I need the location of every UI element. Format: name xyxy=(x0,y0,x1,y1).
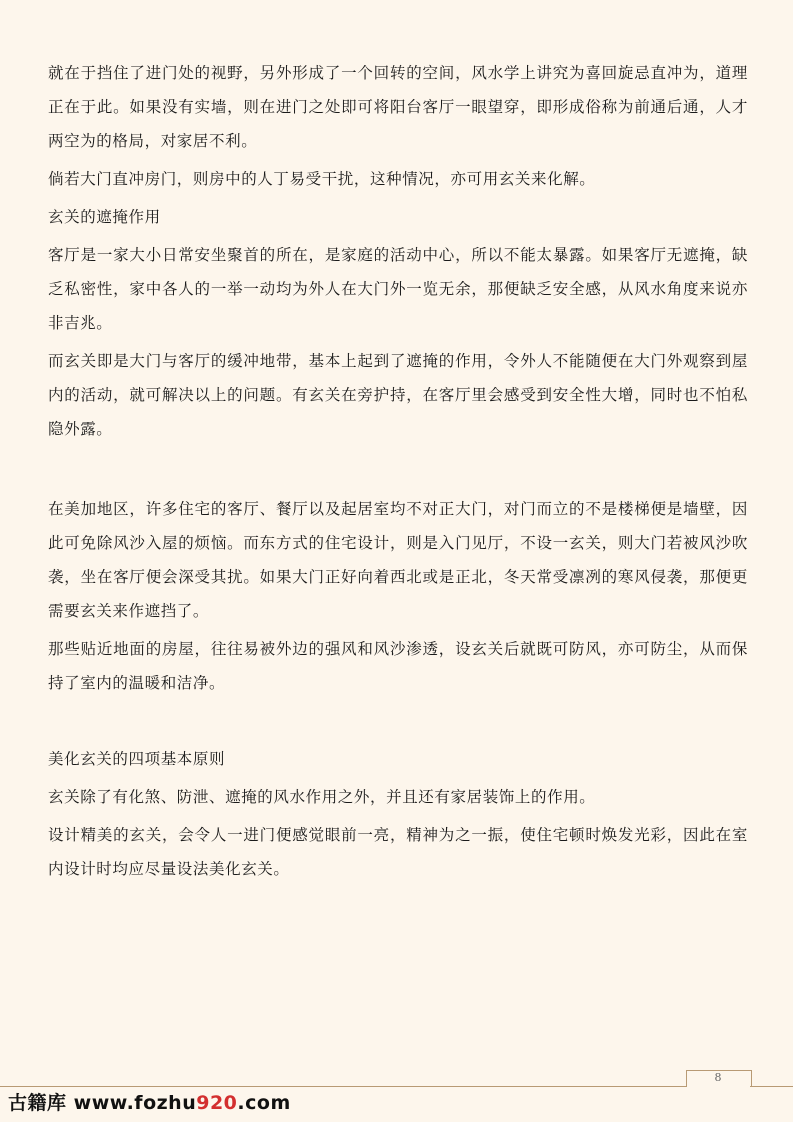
watermark-site xyxy=(74,1092,291,1114)
paragraph-7: 玄关除了有化煞、防泄、遮掩的风水作用之外，并且还有家居装饰上的作用。 xyxy=(48,788,596,806)
footer-divider xyxy=(0,1086,686,1087)
section-heading-concealment: 玄关的遮掩作用 xyxy=(48,208,161,226)
paragraph-gap xyxy=(48,450,748,492)
watermark-site-suffix: .com xyxy=(237,1092,291,1114)
paragraph-2: 倘若大门直冲房门，则房中的人丁易受干扰，这种情况，亦可用玄关来化解。 xyxy=(48,170,596,188)
section-heading-principles: 美化玄关的四项基本原则 xyxy=(48,750,226,768)
footer-divider-right xyxy=(750,1086,793,1087)
paragraph-5: 在美加地区，许多住宅的客厅、餐厅以及起居室均不对正大门，对门而立的不是楼梯便是墙壁，因此可免除风沙入屋的烦恼。而东方式的住宅设计，则是入门见厅，不设一玄关，则大门若被风沙吹袭，坐在客厅便会深受其扰。如果大门正好向着西北或是正北，冬天常受凛冽的寒风侵袭，那便更需要玄关来作遮挡了。 xyxy=(48,500,748,620)
watermark-name: 古籍库 xyxy=(8,1092,67,1114)
page-number: 8 xyxy=(714,1071,722,1084)
paragraph-1: 就在于挡住了进门处的视野，另外形成了一个回转的空间，风水学上讲究为喜回旋忌直冲为，道理正在于此。如果没有实墙，则在进门之处即可将阳台客厅一眼望穿，即形成俗称为前通后通，人才两空为的格局，对家居不利。 xyxy=(48,64,748,150)
paragraph-4: 而玄关即是大门与客厅的缓冲地带，基本上起到了遮掩的作用，令外人不能随便在大门外观察到屋内的活动，就可解决以上的问题。有玄关在旁护持，在客厅里会感受到安全性大增，同时也不怕私隐外露。 xyxy=(48,352,748,438)
watermark-site-prefix: www.fozhu xyxy=(73,1092,197,1114)
paragraph-8: 设计精美的玄关，会令人一进门便感觉眼前一亮，精神为之一振，使住宅顿时焕发光彩，因此在室内设计时均应尽量设法美化玄关。 xyxy=(48,826,748,878)
watermark-logo xyxy=(8,1088,291,1115)
paragraph-3: 客厅是一家大小日常安坐聚首的所在，是家庭的活动中心，所以不能太暴露。如果客厅无遮掩，缺乏私密性，家中各人的一举一动均为外人在大门外一览无余，那便缺乏安全感，从风水角度来说亦非吉兆。 xyxy=(48,246,748,332)
paragraph-gap xyxy=(48,704,748,742)
watermark-site-number: 920 xyxy=(196,1092,238,1114)
document-body xyxy=(48,56,748,890)
paragraph-6: 那些贴近地面的房屋，往往易被外边的强风和风沙渗透，设玄关后就既可防风，亦可防尘，从而保持了室内的温暖和洁净。 xyxy=(48,640,748,692)
